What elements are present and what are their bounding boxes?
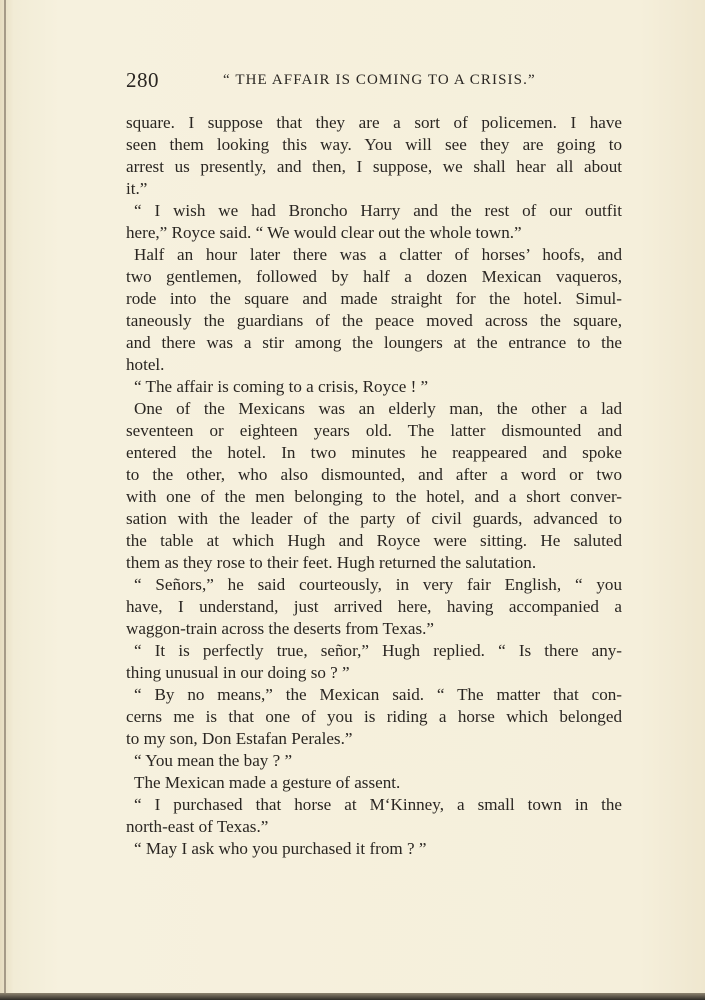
text-line: and there was a stir among the loungers at the entrance to the [126,333,622,352]
text-line: north-east of Texas.” [126,817,269,836]
text-line: “ The affair is coming to a crisis, Royce ! ” [134,377,429,396]
text-line: it.” [126,179,148,198]
text-line: them as they rose to their feet. Hugh returned the salutation. [126,553,537,572]
text-line: “ By no means,” the Mexican said. “ The matter that con- [134,685,622,704]
text-line: the table at which Hugh and Royce were sitting. He saluted [126,531,622,550]
text-line: entered the hotel. In two minutes he reappeared and spoke [126,443,622,462]
text-line: with one of the men belonging to the hotel, and a short conver- [126,487,622,506]
page-header [126,68,626,94]
binding-edge [4,0,6,1000]
text-line: One of the Mexicans was an elderly man, the other a lad [134,399,622,418]
text-line: thing unusual in our doing so ? ” [126,663,350,682]
text-line: here,” Royce said. “ We would clear out the whole town.” [126,223,522,242]
text-line: “ You mean the bay ? ” [134,751,293,770]
text-line: Half an hour later there was a clatter of horses’ hoofs, and [134,245,622,264]
text-line: seventeen or eighteen years old. The latter dismounted and [126,421,622,440]
text-line: The Mexican made a gesture of assent. [134,773,401,792]
body-text [126,112,622,860]
text-line: seen them looking this way. You will see they are going to [126,135,622,154]
running-head: “ THE AFFAIR IS COMING TO A CRISIS.” [223,72,536,88]
text-line: rode into the square and made straight for the hotel. Simul- [126,289,622,308]
text-line: “ I purchased that horse at M‘Kinney, a small town in the [134,795,622,814]
text-line: sation with the leader of the party of civil guards, advanced to [126,509,622,528]
text-line: have, I understand, just arrived here, having accompanied a [126,597,622,616]
text-line: hotel. [126,355,165,374]
text-line: “ May I ask who you purchased it from ? ” [134,839,427,858]
text-line: square. I suppose that they are a sort of policemen. I have [126,113,622,132]
text-line: “ It is perfectly true, señor,” Hugh replied. “ Is there any- [134,641,622,660]
text-line: to my son, Don Estafan Perales.” [126,729,353,748]
page-number: 280 [126,68,159,92]
text-line: taneously the guardians of the peace moved across the square, [126,311,622,330]
text-line: to the other, who also dismounted, and after a word or two [126,465,622,484]
text-line: “ I wish we had Broncho Harry and the rest of our outfit [134,201,622,220]
text-line: waggon-train across the deserts from Texas.” [126,619,434,638]
text-line: cerns me is that one of you is riding a horse which belonged [126,707,622,726]
text-line: two gentlemen, followed by half a dozen Mexican vaqueros, [126,267,622,286]
page-bottom-edge [0,993,705,1000]
text-line: “ Señors,” he said courteously, in very fair English, “ you [134,575,622,594]
text-line: arrest us presently, and then, I suppose, we shall hear all about [126,157,622,176]
